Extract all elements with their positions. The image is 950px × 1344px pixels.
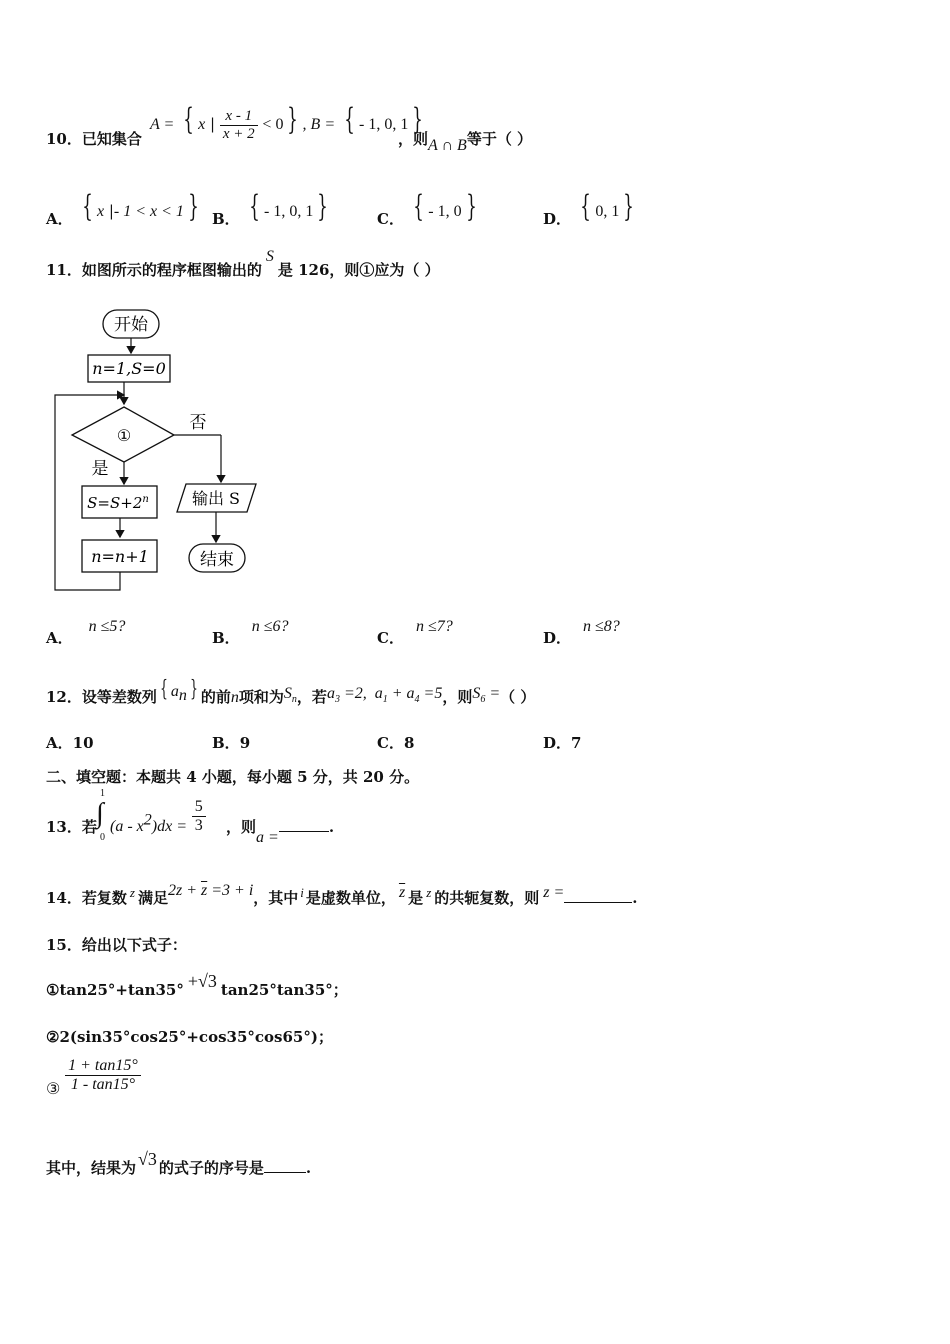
q10-option-c[interactable]: C． { - 1, 0 } — [377, 189, 477, 228]
q10-set-a-lhs: A = — [150, 116, 175, 133]
flow-output-text: 输出 S — [191, 489, 241, 508]
q12-option-d-body: 7 — [571, 734, 582, 752]
flow-init-text: n=1,S=0 — [92, 359, 166, 378]
q15-expr-3 — [46, 1057, 141, 1098]
q12-option-c-body: 8 — [403, 734, 415, 752]
q12-a4-sub: 4 — [414, 694, 420, 706]
q10-stem — [46, 128, 142, 149]
q11-var-s: S — [265, 248, 274, 265]
q15-expr-3-num: 1 + tan15° — [65, 1057, 141, 1076]
q10-option-d[interactable]: D． { 0, 1 } — [543, 189, 635, 228]
q15-expr-1-c: tan25°tan35°； — [220, 981, 348, 999]
q12-seq-a: a — [170, 683, 179, 700]
q13-expr — [110, 798, 206, 835]
q12-number: 12． — [46, 688, 82, 706]
q10-option-d-body: 0, 1 — [595, 203, 620, 220]
q10-set-a-rel: < 0 — [262, 116, 284, 133]
q12-option-a[interactable] — [46, 732, 94, 753]
q15-text-1: 给出以下式子： — [81, 936, 187, 954]
q15-expr-1-sqrt: +√3 — [187, 971, 217, 991]
q10-set-a: A = { x | $\frac{x - 1}{x + 2}$ < 0 } , B = { - 1, 0, 1 } — [150, 102, 424, 142]
q11-option-a-label: A． — [46, 629, 73, 647]
q14-eq-left: 2z + — [167, 882, 201, 899]
flow-step1-main: S=S+2 — [87, 494, 143, 512]
q15-expr-1-a: ①tan25°+tan35° — [46, 981, 184, 999]
q14-period: . — [632, 889, 638, 907]
flow-step2-text: n=n+1 — [91, 547, 149, 566]
q11-option-c[interactable] — [377, 618, 453, 648]
q11-option-a-body: n ≤5? — [88, 618, 126, 635]
q13-frac-num: 5 — [192, 798, 206, 817]
q10-option-a-label: A． — [46, 210, 73, 228]
q10-frac-den: x + 2 — [222, 125, 255, 142]
q12-s6: S — [472, 685, 481, 702]
q12-option-c[interactable] — [377, 732, 414, 753]
q14-text-6: 的共轭复数，则 — [434, 889, 540, 907]
q11-option-b-label: B． — [212, 629, 240, 647]
flow-end-text: 结束 — [200, 550, 234, 570]
q12-a1: a — [374, 685, 383, 702]
q13-lower-limit: 0 — [100, 832, 105, 843]
q11-option-a[interactable] — [46, 618, 126, 648]
q12-stem: 12．设等差数列 { $a_n$ } 的前n项和为$S_n$，若$a_3 =2$, $a_1 + a_4 =5$，则$S_6$ =（ ） — [46, 677, 536, 706]
q14-z: z — [129, 885, 135, 900]
q14-text-4: 是虚数单位， — [305, 889, 396, 907]
q13-period: . — [328, 818, 335, 836]
q10-set-a-var: x — [198, 116, 206, 133]
q14-stem — [46, 882, 638, 908]
q13-a-eq: a = — [256, 829, 279, 846]
q12-option-a-label: A． — [46, 734, 73, 752]
q12-text-3: 项和为 — [238, 688, 284, 706]
flow-start-text: 开始 — [114, 315, 148, 335]
q12-option-b-body: 9 — [239, 734, 251, 752]
q13-answer-blank[interactable] — [279, 831, 329, 832]
q10-option-a-body: - 1 < x < 1 — [113, 203, 184, 220]
q12-option-d-label: D． — [543, 734, 572, 752]
q12-option-b-label: B． — [212, 734, 240, 752]
q11-option-b-body: n ≤6? — [251, 618, 289, 635]
q14-eq-right: =3 + i — [207, 882, 254, 899]
q13-upper-limit: 1 — [100, 788, 105, 799]
q12-text-2: 的前 — [200, 688, 231, 706]
q12-text-1: 设等差数列 — [81, 688, 157, 706]
q15-final-text-1: 其中，结果为 — [46, 1159, 137, 1177]
q14-zbar-2: $\overline{z}$ — [398, 884, 406, 901]
q11-option-d-label: D． — [543, 629, 572, 647]
q14-i: i — [300, 885, 304, 900]
q13-exp: 2 — [143, 811, 152, 829]
section-2-title: 二、填空题：本题共 4 小题，每小题 5 分，共 20 分。 — [46, 768, 420, 786]
q13-integral: 1 ∫ 0 — [96, 788, 105, 843]
q10-option-a[interactable]: A． { x |- 1 < x < 1 } — [46, 189, 199, 228]
q14-number: 14． — [46, 889, 82, 907]
q11-text-2: 是 126，则①应为（ ） — [277, 261, 440, 279]
q13-number: 13． — [46, 818, 82, 836]
q12-a4: a — [406, 685, 415, 702]
flow-yes-label: 是 — [91, 459, 109, 479]
q12-text-4: ，若 — [296, 688, 327, 706]
q10-intersection: A ∩ B — [428, 137, 467, 154]
q11-stem — [46, 248, 440, 280]
q14-zbar: $\overline{z}$ — [201, 882, 208, 899]
q14-text-5: 是 — [408, 889, 424, 907]
q14-text-1: 若复数 — [81, 889, 127, 907]
q11-text-1: 如图所示的程序框图输出的 — [81, 261, 262, 279]
q15-number: 15． — [46, 936, 82, 954]
q11-number: 11． — [46, 261, 82, 279]
q13-stem — [46, 816, 97, 837]
q10-option-c-body: - 1, 0 — [428, 203, 462, 220]
q12-text-5: ，则 — [442, 688, 473, 706]
q12-seq-sub: n — [178, 687, 187, 704]
q13-integrand: (a - x — [110, 817, 144, 835]
q12-text-6: （ ） — [500, 688, 536, 706]
q12-sn: S — [283, 685, 292, 702]
q10-option-a-var: x — [96, 203, 105, 220]
q10-option-d-label: D． — [543, 210, 572, 228]
flow-no-label: 否 — [189, 413, 207, 433]
q10-set-b-lhs: , B = — [302, 116, 336, 133]
q15-final — [46, 1149, 312, 1178]
q15-final-sqrt: √3 — [138, 1149, 157, 1169]
q12-plus: + — [387, 685, 407, 702]
q14-z-2: z — [426, 885, 432, 900]
q12-s6-sub: 6 — [480, 694, 486, 706]
q10-text-3: 等于（ ） — [466, 130, 533, 148]
q14-text-3: ，其中 — [253, 889, 299, 907]
q10-option-b-body: - 1, 0, 1 — [264, 203, 314, 220]
q14-z-eq: z = — [543, 884, 565, 901]
q10-frac-num: x - 1 — [220, 108, 258, 126]
q11-option-d-body: n ≤8? — [583, 618, 620, 635]
q13-text-2: ，则 — [226, 818, 257, 836]
q15-expr-1 — [46, 971, 348, 1000]
q15-expr-3-den: 1 - tan15° — [70, 1076, 136, 1093]
q10-option-c-label: C． — [377, 210, 404, 228]
q11-option-b[interactable] — [212, 618, 289, 648]
q15-final-text-2: 的式子的序号是 — [158, 1159, 264, 1177]
q13-frac-den: 3 — [194, 817, 203, 834]
flow-step1-exp: n — [142, 494, 149, 505]
q15-period: . — [305, 1159, 312, 1177]
flow-step1-text — [87, 494, 149, 512]
q13-integrand-2: )dx = — [151, 817, 187, 835]
q12-option-a-body: 10 — [72, 734, 94, 752]
q14-text-2: 满足 — [137, 889, 168, 907]
q15-stem — [46, 934, 187, 955]
q11-option-d[interactable] — [543, 618, 620, 648]
q12-s6-rest: = — [485, 685, 501, 702]
flowchart — [40, 300, 280, 600]
q15-expr-3-mark: ③ — [46, 1080, 61, 1098]
q15-expr-2: ②2(sin35°cos25°+cos35°cos65°)； — [46, 1028, 333, 1046]
q14-answer-blank[interactable] — [564, 902, 632, 903]
q10-option-b[interactable]: B． { - 1, 0, 1 } — [212, 189, 329, 228]
q12-a4-rest: =5 — [419, 685, 443, 702]
q12-a1-sub: 1 — [382, 694, 388, 706]
q12-a3-rest: =2, — [339, 685, 367, 702]
q10-tail — [398, 128, 533, 154]
q11-option-c-body: n ≤7? — [415, 618, 453, 635]
q10-set-b-val: - 1, 0, 1 — [359, 116, 409, 133]
q11-option-c-label: C． — [377, 629, 404, 647]
q10-option-b-label: B． — [212, 210, 240, 228]
q13-tail — [226, 816, 335, 846]
q12-a3: a — [326, 685, 335, 702]
q12-option-b[interactable] — [212, 732, 250, 753]
q12-option-d[interactable] — [543, 732, 581, 753]
q12-a3-sub: 3 — [334, 694, 340, 706]
flow-condition-text: ① — [116, 426, 132, 445]
q10-text-1: 已知集合 — [81, 130, 142, 148]
q10-number: 10． — [46, 130, 82, 148]
q12-sn-sub: n — [291, 694, 297, 706]
q13-text-1: 若 — [81, 818, 97, 836]
q15-answer-blank[interactable] — [264, 1172, 306, 1173]
q12-n: n — [230, 689, 239, 706]
q10-text-2: ，则 — [398, 130, 429, 148]
q12-option-c-label: C． — [377, 734, 404, 752]
